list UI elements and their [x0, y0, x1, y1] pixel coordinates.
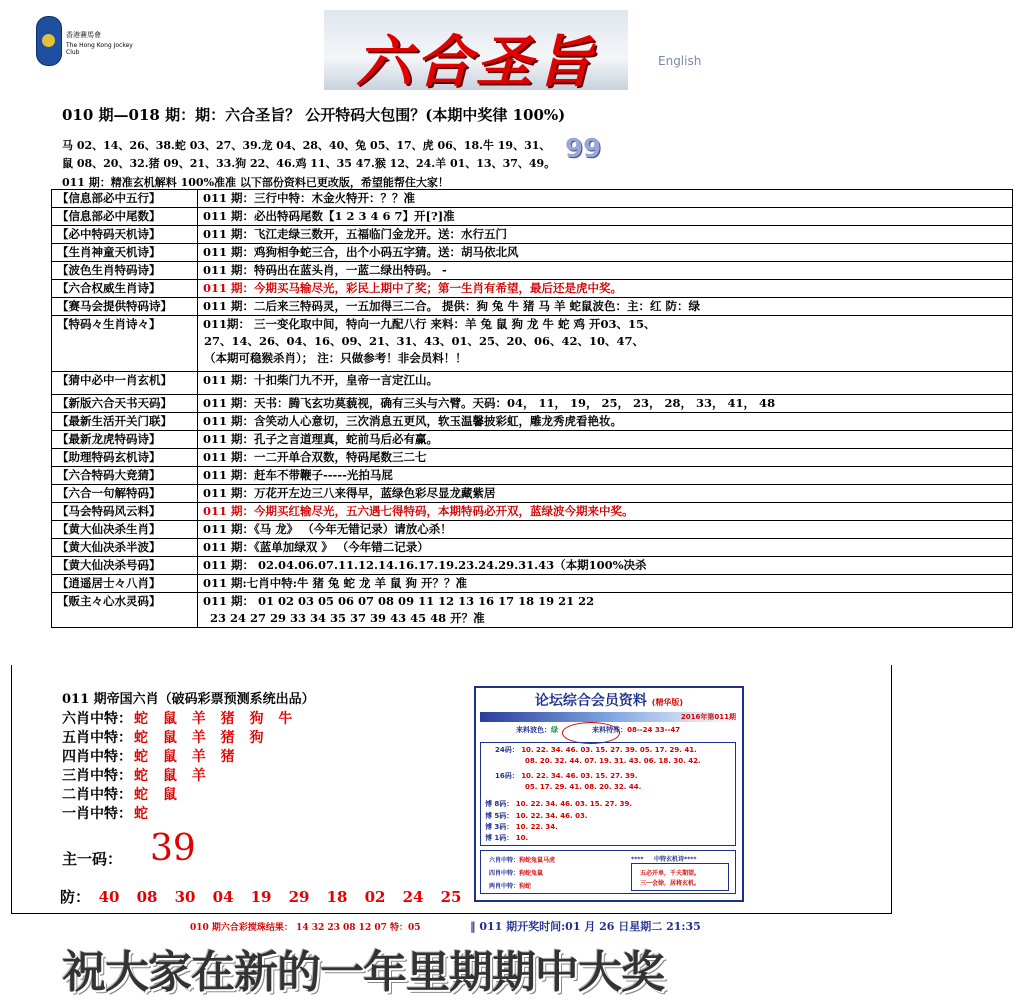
card-line — [485, 833, 528, 843]
card-line-key: 博 8码： — [485, 800, 514, 808]
row-label: 【生肖神童天机诗】 — [52, 244, 198, 262]
row-label: 【信息部必中五行】 — [52, 190, 198, 208]
row-text: 011 期：鸡狗相争蛇三合，出个小码五字猜。送：胡马依北风 — [198, 244, 1013, 262]
logo-english-name: The Hong Kong Jockey Club — [66, 42, 133, 56]
table-row — [52, 539, 1013, 557]
card-line-value: 05. 17. 29. 41. 08. 20. 32. 44. — [525, 783, 642, 791]
row-text: 011 期：含笑动人心意切，三次消息五更风，软玉温馨披彩虹，雕龙秀虎看艳妆。 — [198, 413, 1013, 431]
row-label: 【马会特码风云料】 — [52, 503, 198, 521]
row-label: 【信息部必中尾数】 — [52, 208, 198, 226]
card-issue: 2016年第011期 — [680, 713, 736, 721]
pick-value: 蛇 鼠 羊 猪 — [134, 749, 240, 765]
main-number: 39 — [150, 828, 196, 869]
row-text: 011 期：必出特码尾数【1 2 3 4 6 7】开[?]准 — [198, 208, 1013, 226]
card-foot-line — [489, 855, 555, 864]
table-row — [52, 503, 1013, 521]
poem-line-1: 五必开单，千夫期望。 — [640, 870, 701, 877]
zodiac-numbers-line-1: 马 02、14、26、38.蛇 03、27、39.龙 04、28、40、兔 05、17、虎 06、18.牛 19、31、 — [62, 139, 551, 152]
row-label: 【黄大仙决杀生肖】 — [52, 521, 198, 539]
pick-value: 蛇 鼠 — [134, 787, 182, 803]
foot-value: 狗蛇兔鼠 — [519, 870, 544, 877]
headline: 010 期—018 期：期：六合圣旨？ 公开特码大包围？(本期中奖律 100%) — [62, 106, 566, 124]
card-wave-special — [516, 725, 680, 735]
card-line-value: 10. 22. 34. — [515, 823, 558, 831]
row-label: 【六合一句解特码】 — [52, 485, 198, 503]
jockey-club-logo[interactable] — [36, 16, 136, 68]
row-label: 【黄大仙决杀号码】 — [52, 557, 198, 575]
card-line-value: 10. 22. 34. 46. 03. — [515, 812, 588, 820]
defense-numbers — [60, 886, 470, 907]
row-text: 011 期：今期买马输尽光，彩民上期中了奖；第一生肖有希望，最后还是虎中奖。 — [198, 280, 1013, 298]
row-label: 【贩主々心水灵码】 — [52, 593, 198, 628]
row-label: 【猜中必中一肖玄机】 — [52, 372, 198, 395]
row-label: 【助理特码玄机诗】 — [52, 449, 198, 467]
card-line-key: 博 3码： — [485, 823, 514, 831]
table-row — [52, 190, 1013, 208]
zodiac-pick-row — [62, 708, 297, 728]
defense-number: 02 — [364, 888, 386, 906]
table-row — [52, 316, 1013, 334]
card-foot-line — [489, 868, 543, 877]
card-line-value: 10. — [515, 834, 529, 842]
pick-value: 蛇 鼠 羊 — [134, 768, 211, 784]
defense-number: 25 — [440, 888, 462, 906]
row-text: 011 期：二后来三特码灵，一五加得三二合。 提供：狗 兔 牛 猪 马 羊 蛇鼠波色：主：红 防：绿 — [198, 298, 1013, 316]
table-row — [52, 449, 1013, 467]
row-text: 011 期：天书：腾飞玄功莫藐视，确有三头与六臂。天码：04， 11， 19， 25， 23， 28， 33， 41， 48 — [198, 395, 1013, 413]
row-label: 【六合权威生肖诗】 — [52, 280, 198, 298]
pick-value: 蛇 — [134, 806, 153, 822]
table-row — [52, 593, 1013, 611]
table-row — [52, 431, 1013, 449]
table-row — [52, 395, 1013, 413]
row-text: 011 期： 01 02 03 05 06 07 08 09 11 12 13 16 17 18 19 21 22 — [198, 593, 1013, 611]
card-line — [525, 757, 701, 765]
foot-value: 狗蛇 — [519, 883, 532, 890]
row-text: 011 期:七肖中特:牛 猪 兔 蛇 龙 羊 鼠 狗 开？？准 — [198, 575, 1013, 593]
new-year-slogan: 祝大家在新的一年里期期中大奖 — [62, 947, 664, 998]
english-link[interactable]: English — [658, 54, 702, 68]
row-text: 011 期：十扣柴门九不开，皇帝一言定江山。 — [198, 372, 1013, 395]
draw-time: ‖ 011 期开奖时间:01 月 26 日星期二 21:35 — [470, 920, 701, 933]
row-label: 【六合特码大竞猜】 — [52, 467, 198, 485]
row-text: 011 期：万花开左边三八来得早，蓝绿色彩尽显龙藏紫居 — [198, 485, 1013, 503]
row-label: 【必中特码天机诗】 — [52, 226, 198, 244]
table-row — [52, 467, 1013, 485]
card-line — [495, 745, 697, 755]
prediction-table — [51, 189, 1013, 628]
forum-member-card — [474, 686, 744, 902]
table-row — [52, 372, 1013, 395]
card-poem-box — [631, 863, 729, 891]
table-row — [52, 413, 1013, 431]
banner-title: 六合圣旨 — [356, 29, 596, 95]
table-row — [52, 280, 1013, 298]
row-label: 【黄大仙决杀半波】 — [52, 539, 198, 557]
row-label: 【波色生肖特码诗】 — [52, 262, 198, 280]
row-text: 011 期：特码出在蓝头肖，一蓝二绿出特码。 - — [198, 262, 1013, 280]
foot-key: 两肖中特： — [489, 883, 520, 890]
foot-value: 狗蛇兔鼠马虎 — [519, 857, 556, 864]
foot-key: 四肖中特： — [489, 870, 520, 877]
table-row — [52, 485, 1013, 503]
table-row — [52, 298, 1013, 316]
row-label: 【赛马会提供特码诗】 — [52, 298, 198, 316]
pick-value: 蛇 鼠 羊 猪 狗 牛 — [134, 711, 298, 727]
card-line — [485, 799, 632, 809]
row-text: 011 期：《蓝单加绿双 》 （今年错二记录） — [198, 539, 1013, 557]
table-row — [52, 208, 1013, 226]
stars-text: **** — [631, 856, 644, 863]
pick-label: 一肖中特： — [62, 806, 132, 822]
badge-99: 99 — [565, 134, 602, 164]
table-row — [52, 575, 1013, 593]
wave-label: 来料波色： — [516, 726, 551, 734]
zodiac-pick-row — [62, 727, 269, 747]
pick-label: 二肖中特： — [62, 787, 132, 803]
card-line-value: 10. 22. 34. 46. 03. 15. 27. 39. — [515, 800, 633, 808]
wave-value: 绿 — [551, 726, 558, 734]
main-number-label: 主一码： — [62, 850, 123, 868]
previous-draw-result: 010 期六合彩搅珠结果： 14 32 23 08 12 07 特：05 — [190, 923, 421, 933]
card-stars — [631, 854, 697, 863]
pick-label: 六肖中特： — [62, 711, 132, 727]
pick-label: 四肖中特： — [62, 749, 132, 765]
notice-text: 011 期：精准玄机解料 100%准准 以下部份资料已更改版，希望能帮住大家！ — [62, 176, 449, 189]
card-title-tag: (精华版) — [651, 698, 684, 707]
defense-number: 29 — [288, 888, 310, 906]
row-label: 【新版六合天书天码】 — [52, 395, 198, 413]
card-line-key: 16码： — [495, 772, 519, 780]
defense-number: 08 — [136, 888, 158, 906]
row-text: 011 期：三行中特：木金火特开：？？准 — [198, 190, 1013, 208]
row-text: 011 期：今期买红输尽光，五六遇七得特码，本期特码必开双，蓝绿波今期来中奖。 — [198, 503, 1013, 521]
pick-label: 五肖中特： — [62, 730, 132, 746]
defense-label: 防： — [60, 888, 91, 906]
card-line — [485, 822, 558, 832]
foot-key: 六肖中特： — [489, 857, 520, 864]
card-line-key: 博 1码： — [485, 834, 514, 842]
row-label: 【最新生活开关门联】 — [52, 413, 198, 431]
card-line — [485, 811, 588, 821]
defense-number: 18 — [326, 888, 348, 906]
card-line-value: 10. 22. 34. 46. 03. 15. 27. 39. 05. 17. 29. 41. — [521, 746, 697, 754]
pick-label: 三肖中特： — [62, 768, 132, 784]
row-text: 011 期：飞江走绿三数开，五福临门金龙开。送：水行五门 — [198, 226, 1013, 244]
title-banner — [324, 10, 628, 95]
poem-line — [640, 878, 700, 887]
zodiac-pick-row — [62, 803, 153, 823]
row-label: 【特码々生肖诗々】 — [52, 316, 198, 372]
table-row — [52, 244, 1013, 262]
card-line-value: 10. 22. 34. 46. 03. 15. 27. 39. — [521, 772, 638, 780]
zodiac-pick-row — [62, 765, 211, 785]
poem-line — [640, 868, 700, 877]
zodiac-numbers-line-2: 鼠 08、20、32.猪 09、21、33.狗 22、46.鸡 11、35 47.猴 12、24.羊 01、13、37、49。 — [62, 157, 556, 170]
card-title — [476, 690, 742, 710]
card-footer — [480, 850, 736, 894]
poem-title: 中特玄机诗**** — [654, 856, 697, 863]
zodiac-pick-row — [62, 746, 240, 766]
card-title-text: 论坛综合会员资料 — [534, 693, 647, 709]
card-line-key: 博 5码： — [485, 812, 514, 820]
defense-number: 19 — [250, 888, 272, 906]
jockey-club-emblem-icon — [36, 16, 62, 66]
pick-value: 蛇 鼠 羊 猪 狗 — [134, 730, 269, 746]
defense-number: 04 — [212, 888, 234, 906]
row-label: 【最新龙虎特码诗】 — [52, 431, 198, 449]
defense-number: 30 — [174, 888, 196, 906]
card-line — [525, 783, 641, 791]
card-line-key: 24码： — [495, 746, 519, 754]
row-text: 011 期：孔子之言道理真，蛇前马后必有赢。 — [198, 431, 1013, 449]
table-row — [52, 262, 1013, 280]
row-text: 27、14、26、04、16、09、21、31、43、01、25、20、06、42、10、47、 — [198, 333, 1013, 350]
defense-number: 24 — [402, 888, 424, 906]
defense-number: 40 — [98, 888, 120, 906]
row-text: 011 期：《马 龙》 （今年无错记录）请放心杀！ — [198, 521, 1013, 539]
row-text: 011 期：赶车不带鞭子-----光拍马屁 — [198, 467, 1013, 485]
special-label: 来料特殊： — [592, 726, 628, 734]
panel-title: 011 期帝国六肖（破码彩票预测系统出品） — [62, 692, 315, 707]
special-value: 08--24 33--47 — [627, 726, 681, 734]
card-line-value: 08. 20. 32. 44. 07. 19. 31. 43. 06. 18. 30. 42. — [525, 757, 701, 765]
row-text: 011 期：一二开单合双数，特码尾数三二七 — [198, 449, 1013, 467]
logo-chinese-name: 香港賽馬會 — [66, 31, 101, 39]
table-row — [52, 521, 1013, 539]
card-number-grid — [480, 742, 736, 846]
poem-line-2: 三一会徐，居将玄机。 — [640, 880, 701, 887]
card-foot-line — [489, 881, 531, 890]
card-line — [495, 771, 637, 781]
row-text: 011 期： 02.04.06.07.11.12.14.16.17.19.23.24.29.31.43（本期100%决杀 — [198, 557, 1013, 575]
row-text: 011期： 三一变化取中间，特向一九配八行 来料：羊 兔 鼠 狗 龙 牛 蛇 鸡 开03、15、 — [198, 316, 1013, 334]
row-label: 【逍遥居士々八肖】 — [52, 575, 198, 593]
row-text: 23 24 27 29 33 34 35 37 39 43 45 48 开？准 — [198, 610, 1013, 628]
table-row — [52, 226, 1013, 244]
zodiac-pick-row — [62, 784, 182, 804]
table-row — [52, 557, 1013, 575]
row-text: （本期可稳猴杀肖）； 注：只做参考！非会员料！！ — [198, 350, 1013, 372]
